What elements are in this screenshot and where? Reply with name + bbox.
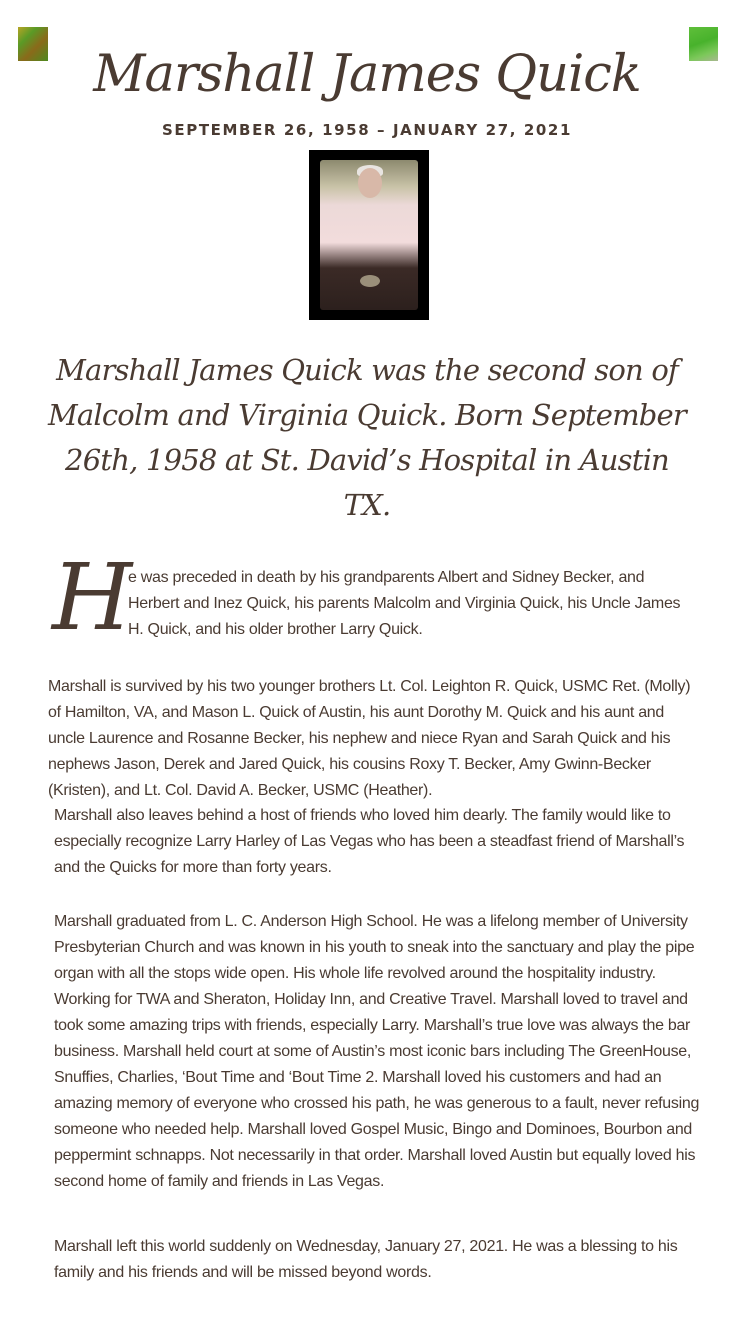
portrait-face <box>358 168 382 198</box>
portrait-belt-buckle <box>360 275 380 287</box>
paragraph-passing: Marshall left this world suddenly on Wednesday, January 27, 2021. He was a blessing to his family and his friends and will be missed beyond words. <box>54 1238 678 1281</box>
lead-paragraph: Marshall James Quick was the second son of Malcolm and Virginia Quick. Born September 26th, 1958 at St. David’s Hospital in Austin TX. <box>48 353 686 522</box>
paragraph-preceded: e was preceded in death by his grandparents Albert and Sidney Becker, and Herbert and Inez Quick, his parents Malcolm and Virginia Quick, his Uncle James H. Quick, and his older brother Larry Quick. <box>128 569 681 638</box>
paragraph-survived: Marshall is survived by his two younger brothers Lt. Col. Leighton R. Quick, USMC Ret. (Molly) of Hamilton, VA, and Mason L. Quick of Austin, his aunt Dorothy M. Quick and his aunt and uncle Laurence and Rosanne Becker, his nephew and niece Ryan and Sarah Quick and his nephews Jason, Derek and Jared Quick, his cousins Roxy T. Becker, Amy Gwinn-Becker (Kristen), and Lt. Col. David A. Becker, USMC (Heather). <box>48 678 691 799</box>
portrait-image <box>320 160 418 310</box>
paragraph-friends: Marshall also leaves behind a host of friends who loved him dearly. The family would like to especially recognize Larry Harley of Las Vegas who has been a steadfast friend of Marshall’s and the Quicks for more than forty years. <box>54 807 685 876</box>
paragraph-life: Marshall graduated from L. C. Anderson High School. He was a lifelong member of University Presbyterian Church and was known in his youth to sneak into the sanctuary and play the pipe organ with all the stops wide open. His whole life revolved around the hospitality industry. Working for TWA and Sheraton, Holiday Inn, and Creative Travel. Marshall loved to travel and took some amazing trips with friends, especially Larry. Marshall’s true love was always the bar business. Marshall held court at some of Austin’s most iconic bars including The GreenHouse, Snuffies, Charlies, ‘Bout Time and ‘Bout Time 2. Marshall loved his customers and had an amazing memory of everyone who crossed his path, he was generous to a fault, never refusing someone who needed help. Marshall loved Gospel Music, Bingo and Dominoes, Bourbon and peppermint schnapps. Not necessarily in that order. Marshall loved Austin but equally loved his second home of family and friends in Las Vegas. <box>54 913 700 1190</box>
portrait-photo <box>309 150 429 320</box>
drop-cap: H <box>52 544 133 651</box>
life-dates: SEPTEMBER 26, 1958 – JANUARY 27, 2021 <box>161 121 572 139</box>
page-title: Marshall James Quick <box>93 45 641 104</box>
